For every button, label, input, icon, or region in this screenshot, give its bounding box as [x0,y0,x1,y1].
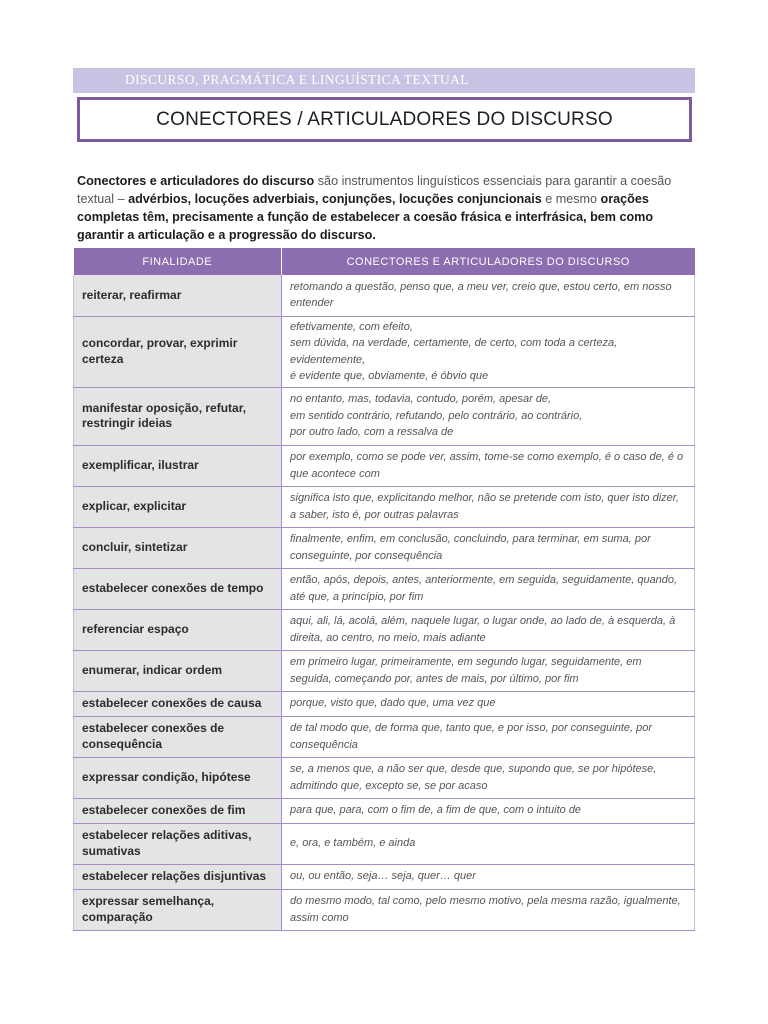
finalidade-cell: referenciar espaço [74,609,282,650]
conectores-text: porque, visto que, dado que, uma vez que [290,697,496,710]
conectores-text: finalmente, enfim, em conclusão, concluindo, para terminar, em suma, por conseguinte, por consequência [290,533,651,562]
intro-text-1: são instrumentos linguísticos essenciais para garantir a coesão textual – [77,173,672,206]
conectores-text: então, após, depois, antes, anteriormente, em seguida, seguidamente, quando, até que, a princípio, por fim [290,574,678,603]
table-row [74,568,695,609]
section-header-text: DISCURSO, PRAGMÁTICA E LINGUÍSTICA TEXTUAL [125,72,469,87]
conectores-text: de tal modo que, de forma que, tanto que, e por isso, por conseguinte, por consequência [290,722,653,751]
table-row [74,757,695,798]
conectores-text: significa isto que, explicitando melhor, não se pretende com isto, quer isto dizer, [290,492,679,504]
conectores-cell [282,275,695,316]
conectores-text: ou, ou então, seja… seja, quer… quer [290,870,476,883]
finalidade-cell: manifestar oposição, refutar, restringir ideias [74,387,282,445]
finalidade-cell: concordar, provar, exprimir certeza [74,316,282,387]
finalidade-cell: estabelecer conexões de causa [74,691,282,716]
table-body [74,275,695,930]
table-row [74,275,695,316]
conectores-cell [282,568,695,609]
finalidade-cell: explicar, explicitar [74,486,282,527]
finalidade-cell: estabelecer relações disjuntivas [74,864,282,889]
table-row [74,316,695,387]
conectores-text: se, a menos que, a não ser que, desde que, supondo que, se por hipótese, admitindo que, excepto se, se por acaso [290,763,657,792]
intro-bold-1: Conectores e articuladores do discurso [77,173,315,188]
conectores-text: e, ora, e também, e ainda [290,837,416,850]
finalidade-cell: enumerar, indicar ordem [74,650,282,691]
conectores-cell [282,316,695,387]
conectores-text: retomando a questão, penso que, a meu ver, creio que, estou certo, em nosso entender [290,280,672,310]
conectores-cell [282,691,695,716]
conectores-text: efetivamente, com efeito, [290,320,413,333]
conectores-text: aqui, ali, lá, acolá, além, naquele lugar, o lugar onde, ao lado de, à esquerda, à direita, ao centro, no meio, mais adiante [290,615,676,644]
intro-text-2: e mesmo [541,191,601,206]
connectors-table [73,248,695,931]
conectores-text: por exemplo, como se pode ver, assim, tome-se como exemplo, é o caso de, é o que acontece com [290,451,684,480]
table-row [74,527,695,568]
table-row [74,445,695,486]
finalidade-cell: expressar semelhança, comparação [74,889,282,930]
table-row [74,716,695,757]
finalidade-cell: estabelecer conexões de consequência [74,716,282,757]
conectores-cell [282,798,695,823]
table-row [74,486,695,527]
intro-paragraph [77,172,695,245]
table-row [74,798,695,823]
conectores-cell [282,387,695,445]
finalidade-cell: exemplificar, ilustrar [74,445,282,486]
table-header-row [74,248,695,275]
section-header-band [73,68,695,93]
table-row [74,387,695,445]
conectores-text: é evidente que, obviamente, é óbvio que [290,370,489,382]
conectores-cell [282,864,695,889]
intro-bold-3: orações completas têm, precisamente a função de estabelecer a coesão frásica e interfrásica, bem como garantir a articulação e a progressão do discurso. [77,191,654,243]
conectores-cell [282,823,695,864]
conectores-cell [282,889,695,930]
conectores-text: no entanto, mas, todavia, contudo, porém, apesar de, [290,393,552,406]
column-header-finalidade: FINALIDADE [74,248,282,275]
table-row [74,691,695,716]
table-row [74,609,695,650]
table-row [74,889,695,930]
table-row [74,650,695,691]
conectores-cell [282,716,695,757]
column-header-conectores: CONECTORES E ARTICULADORES DO DISCURSO [282,248,695,275]
title-box [77,97,692,142]
finalidade-cell: concluir, sintetizar [74,527,282,568]
table-row [74,823,695,864]
finalidade-cell: estabelecer conexões de tempo [74,568,282,609]
page-title: CONECTORES / ARTICULADORES DO DISCURSO [156,108,613,130]
finalidade-cell: reiterar, reafirmar [74,275,282,316]
conectores-text: por outro lado, com a ressalva de [290,426,454,439]
conectores-text: sem dúvida, na verdade, certamente, de certo, com toda a certeza, evidentemente, [290,337,618,366]
conectores-text: para que, para, com o fim de, a fim de que, com o intuito de [290,804,582,817]
finalidade-cell: estabelecer relações aditivas, sumativas [74,823,282,864]
conectores-cell [282,486,695,527]
table-header [74,248,695,275]
conectores-cell [282,527,695,568]
finalidade-cell: expressar condição, hipótese [74,757,282,798]
conectores-text: a saber, isto é, por outras palavras [290,508,459,521]
conectores-text: em primeiro lugar, primeiramente, em segundo lugar, seguidamente, em seguida, começando por, antes de mais, por último, por fim [290,656,642,685]
conectores-cell [282,609,695,650]
conectores-cell [282,757,695,798]
conectores-cell [282,445,695,486]
table-row [74,864,695,889]
intro-bold-2: advérbios, locuções adverbiais, conjunções, locuções conjuncionais [128,191,542,206]
conectores-text: em sentido contrário, refutando, pelo contrário, ao contrário, [290,409,583,422]
finalidade-cell: estabelecer conexões de fim [74,798,282,823]
conectores-cell [282,650,695,691]
conectores-text: do mesmo modo, tal como, pelo mesmo motivo, pela mesma razão, igualmente, assim como [290,895,681,924]
